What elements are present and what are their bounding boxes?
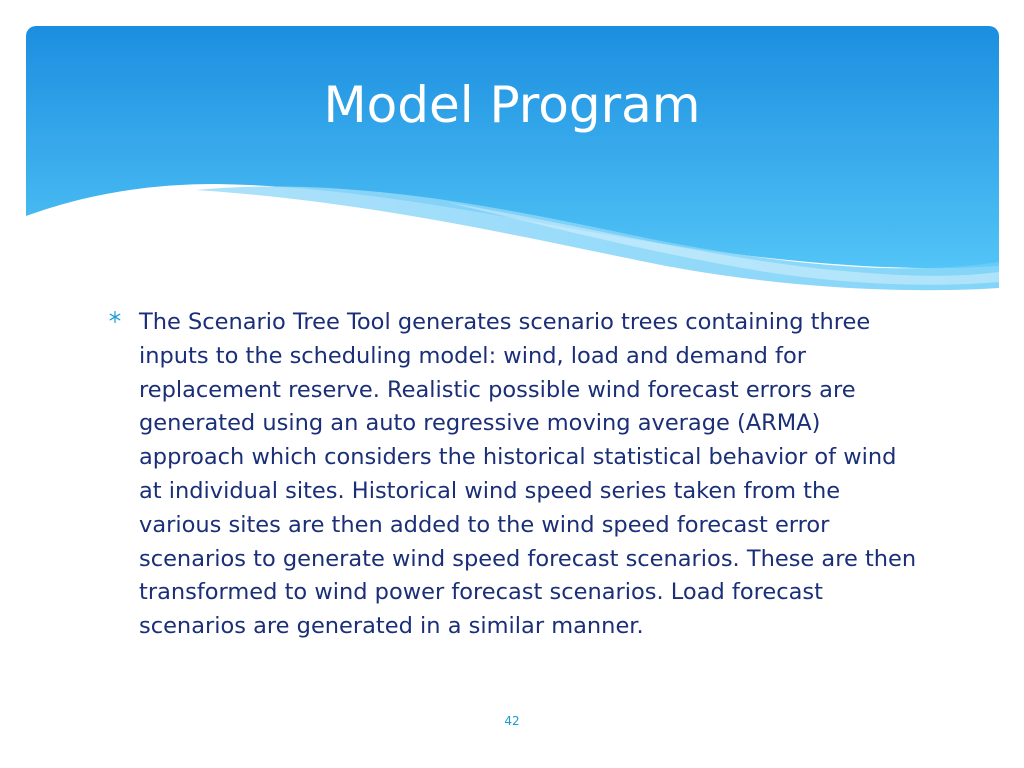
page-number: 42: [504, 714, 520, 728]
header-wave-graphic: [26, 26, 999, 296]
bullet-item: [108, 306, 918, 644]
content-area: [108, 306, 918, 644]
asterisk-bullet-icon: [108, 310, 122, 324]
bullet-text: The Scenario Tree Tool generates scenario trees containing three inputs to the scheduling model: wind, load and demand for replacement reserve. Realistic possible wind forecast errors are generated using an auto regressive moving average (ARMA) approach which considers the historical statistical behavior of wind at individual sites. Historical wind speed series taken from the various sites are then added to the wind speed forecast error scenarios to generate wind speed forecast scenarios. These are then transformed to wind power forecast scenarios. Load forecast scenarios are generated in a similar manner.: [139, 309, 917, 640]
header-band: [26, 26, 999, 296]
slide-title: Model Program: [323, 76, 701, 134]
